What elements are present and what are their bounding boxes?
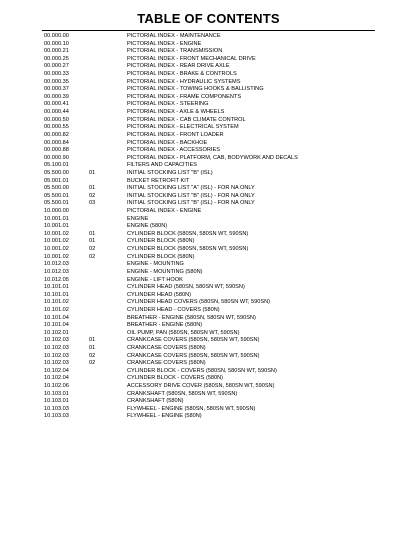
toc-entry[interactable]: [44, 117, 384, 125]
toc-code: 10.101.01: [44, 291, 69, 298]
toc-entry[interactable]: [44, 185, 384, 193]
toc-code: 00.000.50: [44, 116, 69, 123]
toc-subcode: 02: [89, 253, 96, 260]
toc-code: 05.500.01: [44, 192, 69, 199]
toc-subcode: 01: [89, 185, 96, 192]
toc-description: ENGINE - MOUNTING: [127, 261, 184, 268]
toc-description: FILTERS AND CAPACITIES: [127, 162, 198, 169]
toc-entry[interactable]: [44, 254, 384, 262]
toc-code: 10.103.01: [44, 398, 69, 405]
toc-entry[interactable]: [44, 406, 384, 414]
toc-list: [44, 33, 384, 421]
toc-description: PICTORIAL INDEX - BACKHOE: [127, 139, 208, 146]
toc-code: 00.000.27: [44, 63, 69, 70]
toc-code: 10.102.03: [44, 360, 69, 367]
toc-entry[interactable]: [44, 413, 384, 421]
toc-description: CRANKCASE COVERS (580N): [127, 344, 206, 351]
toc-code: 10.102.03: [44, 344, 69, 351]
toc-description: PICTORIAL INDEX - ELECTRICAL SYSTEM: [127, 124, 239, 131]
toc-code: 05.001.01: [44, 177, 69, 184]
toc-description: INITIAL STOCKING LIST "B" (ISL) - FOR NA ONLY: [127, 200, 255, 207]
toc-description: CYLINDER BLOCK - COVERS (580N): [127, 375, 224, 382]
toc-description: BREATHER - ENGINE (580N): [127, 322, 203, 329]
toc-description: CRANKCASE COVERS (580SN, 580SN WT, 590SN): [127, 337, 260, 344]
toc-description: PICTORIAL INDEX - CAB CLIMATE CONTROL: [127, 116, 246, 123]
toc-entry[interactable]: [44, 375, 384, 383]
toc-description: ENGINE - MOUNTING (580N): [127, 268, 203, 275]
toc-code: 00.000.82: [44, 131, 69, 138]
toc-code: 10.101.04: [44, 314, 69, 321]
toc-code: 10.001.02: [44, 246, 69, 253]
toc-code: 10.101.02: [44, 299, 69, 306]
toc-code: 10.102.06: [44, 383, 69, 390]
toc-code: 00.000.84: [44, 139, 69, 146]
toc-subcode: 01: [89, 344, 96, 351]
toc-entry[interactable]: [44, 86, 384, 94]
toc-description: BREATHER - ENGINE (580SN, 580SN WT, 590SN): [127, 314, 256, 321]
toc-subcode: 01: [89, 169, 96, 176]
toc-entry[interactable]: [44, 398, 384, 406]
toc-code: 10.102.01: [44, 329, 69, 336]
toc-description: INITIAL STOCKING LIST "B" (ISL) - FOR NA ONLY: [127, 192, 255, 199]
toc-entry[interactable]: [44, 353, 384, 361]
title-block: [42, 11, 375, 27]
toc-code: 10.102.03: [44, 352, 69, 359]
toc-entry[interactable]: [44, 299, 384, 307]
toc-code: 00.000.41: [44, 101, 69, 108]
toc-description: PICTORIAL INDEX - FRONT MECHANICAL DRIVE: [127, 55, 256, 62]
toc-entry[interactable]: [44, 33, 384, 41]
toc-entry[interactable]: [44, 200, 384, 208]
toc-code: 00.000.37: [44, 86, 69, 93]
toc-description: PICTORIAL INDEX - MAINTENANCE: [127, 33, 221, 39]
toc-entry[interactable]: [44, 307, 384, 315]
toc-code: 00.000.44: [44, 109, 69, 116]
toc-description: PICTORIAL INDEX - FRAME COMPONENTS: [127, 93, 242, 100]
toc-description: CRANKSHAFT (580SN, 580SN WT, 590SN): [127, 390, 238, 397]
toc-code: 10.103.03: [44, 413, 69, 420]
toc-entry[interactable]: [44, 246, 384, 254]
toc-entry[interactable]: [44, 261, 384, 269]
toc-entry[interactable]: [44, 101, 384, 109]
toc-description: BUCKET RETROFIT KIT: [127, 177, 190, 184]
toc-entry[interactable]: [44, 223, 384, 231]
toc-entry[interactable]: [44, 48, 384, 56]
toc-code: 10.101.01: [44, 284, 69, 291]
title-underline: [42, 30, 375, 31]
toc-description: PICTORIAL INDEX - REAR DRIVE AXLE: [127, 63, 230, 70]
toc-description: CYLINDER BLOCK - COVERS (580SN, 580SN WT, 590SN): [127, 367, 277, 374]
toc-description: PICTORIAL INDEX - ENGINE: [127, 208, 202, 215]
toc-description: PICTORIAL INDEX - HYDRAULIC SYSTEMS: [127, 78, 241, 85]
toc-code: 10.001.01: [44, 223, 69, 230]
toc-code: 10.102.03: [44, 337, 69, 344]
toc-entry[interactable]: [44, 368, 384, 376]
toc-code: 00.000.00: [44, 33, 69, 39]
page-title: TABLE OF CONTENTS: [137, 11, 280, 26]
toc-description: CYLINDER BLOCK (580SN, 580SN WT, 590SN): [127, 230, 249, 237]
toc-code: 00.000.21: [44, 48, 69, 55]
toc-entry[interactable]: [44, 178, 384, 186]
toc-entry[interactable]: [44, 162, 384, 170]
toc-code: 05.500.00: [44, 169, 69, 176]
toc-entry[interactable]: [44, 292, 384, 300]
toc-code: 10.103.01: [44, 390, 69, 397]
toc-description: CYLINDER BLOCK (580N): [127, 253, 195, 260]
toc-code: 10.001.01: [44, 215, 69, 222]
toc-entry[interactable]: [44, 322, 384, 330]
toc-description: PICTORIAL INDEX - TRANSMISSION: [127, 48, 223, 55]
toc-code: 05.500.01: [44, 200, 69, 207]
toc-description: PICTORIAL INDEX - ACCESSORIES: [127, 147, 220, 154]
toc-code: 00.000.39: [44, 93, 69, 100]
toc-code: 00.000.33: [44, 71, 69, 78]
toc-subcode: 01: [89, 230, 96, 237]
toc-description: CRANKCASE COVERS (580SN, 580SN WT, 590SN): [127, 352, 260, 359]
toc-entry[interactable]: [44, 269, 384, 277]
toc-code: 10.101.02: [44, 306, 69, 313]
toc-entry[interactable]: [44, 337, 384, 345]
toc-code: 05.100.01: [44, 162, 69, 169]
toc-description: CYLINDER HEAD (580N): [127, 291, 192, 298]
toc-entry[interactable]: [44, 140, 384, 148]
toc-entry[interactable]: [44, 315, 384, 323]
toc-entry[interactable]: [44, 170, 384, 178]
toc-code: 10.001.02: [44, 238, 69, 245]
toc-description: PICTORIAL INDEX - BRAKE & CONTROLS: [127, 71, 237, 78]
toc-entry[interactable]: [44, 56, 384, 64]
toc-entry[interactable]: [44, 193, 384, 201]
toc-description: ACCESSORY DRIVE COVER (580SN, 580SN WT, 590SN): [127, 383, 275, 390]
toc-code: 00.000.25: [44, 55, 69, 62]
toc-code: 00.000.88: [44, 147, 69, 154]
toc-code: 10.012.03: [44, 268, 69, 275]
toc-code: 10.001.02: [44, 230, 69, 237]
toc-entry[interactable]: [44, 383, 384, 391]
toc-code: 10.000.00: [44, 208, 69, 215]
toc-entry[interactable]: [44, 277, 384, 285]
toc-description: FLYWHEEL - ENGINE (580SN, 580SN WT, 590SN): [127, 405, 256, 412]
toc-description: CYLINDER BLOCK (580SN, 580SN WT, 590SN): [127, 246, 249, 253]
toc-subcode: 02: [89, 246, 96, 253]
toc-subcode: 02: [89, 192, 96, 199]
toc-entry[interactable]: [44, 63, 384, 71]
toc-entry[interactable]: [44, 345, 384, 353]
toc-description: CYLINDER HEAD - COVERS (580N): [127, 306, 220, 313]
toc-code: 00.000.10: [44, 40, 69, 47]
toc-description: PICTORIAL INDEX - TOWING HOOKS & BALLISTING: [127, 86, 264, 93]
toc-entry[interactable]: [44, 238, 384, 246]
toc-subcode: 01: [89, 238, 96, 245]
toc-description: INITIAL STOCKING LIST "B" (ISL): [127, 169, 213, 176]
toc-entry[interactable]: [44, 109, 384, 117]
toc-entry[interactable]: [44, 41, 384, 49]
toc-entry[interactable]: [44, 216, 384, 224]
toc-entry[interactable]: [44, 208, 384, 216]
toc-description: PICTORIAL INDEX - ENGINE: [127, 40, 202, 47]
toc-entry[interactable]: [44, 132, 384, 140]
toc-entry[interactable]: [44, 71, 384, 79]
toc-code: 10.101.04: [44, 322, 69, 329]
toc-description: CYLINDER HEAD COVERS (580SN, 580SN WT, 590SN): [127, 299, 270, 306]
toc-entry[interactable]: [44, 231, 384, 239]
toc-subcode: 03: [89, 200, 96, 207]
toc-code: 00.000.35: [44, 78, 69, 85]
toc-description: CRANKCASE COVERS (580N): [127, 360, 206, 367]
toc-code: 10.012.03: [44, 261, 69, 268]
toc-entry[interactable]: [44, 79, 384, 87]
toc-code: 10.102.04: [44, 375, 69, 382]
toc-code: 10.103.03: [44, 405, 69, 412]
toc-description: PICTORIAL INDEX - STEERING: [127, 101, 209, 108]
toc-code: 10.001.02: [44, 253, 69, 260]
toc-description: PICTORIAL INDEX - PLATFORM, CAB, BODYWORK AND DECALS: [127, 154, 298, 161]
toc-subcode: 01: [89, 337, 96, 344]
toc-entry[interactable]: [44, 155, 384, 163]
toc-description: ENGINE - LIFT HOOK: [127, 276, 183, 283]
toc-code: 10.012.05: [44, 276, 69, 283]
toc-description: CYLINDER BLOCK (580N): [127, 238, 195, 245]
toc-description: ENGINE: [127, 215, 149, 222]
toc-entry[interactable]: [44, 94, 384, 102]
toc-entry[interactable]: [44, 330, 384, 338]
toc-code: 00.000.90: [44, 154, 69, 161]
toc-code: 10.102.04: [44, 367, 69, 374]
toc-code: 05.500.00: [44, 185, 69, 192]
toc-description: CYLINDER HEAD (580SN, 580SN WT, 590SN): [127, 284, 245, 291]
toc-code: 00.000.55: [44, 124, 69, 131]
toc-subcode: 02: [89, 360, 96, 367]
toc-description: INITIAL STOCKING LIST "A" (ISL) - FOR NA ONLY: [127, 185, 255, 192]
toc-description: CRANKSHAFT (580N): [127, 398, 184, 405]
toc-description: FLYWHEEL - ENGINE (580N): [127, 413, 202, 420]
toc-description: PICTORIAL INDEX - AXLE & WHEELS: [127, 109, 225, 116]
toc-entry[interactable]: [44, 391, 384, 399]
toc-entry[interactable]: [44, 360, 384, 368]
toc-entry[interactable]: [44, 124, 384, 132]
toc-description: ENGINE (580N): [127, 223, 168, 230]
toc-description: OIL PUMP, PAN (580SN, 580SN WT, 590SN): [127, 329, 240, 336]
toc-description: PICTORIAL INDEX - FRONT LOADER: [127, 131, 224, 138]
toc-entry[interactable]: [44, 147, 384, 155]
toc-entry[interactable]: [44, 284, 384, 292]
toc-subcode: 02: [89, 352, 96, 359]
